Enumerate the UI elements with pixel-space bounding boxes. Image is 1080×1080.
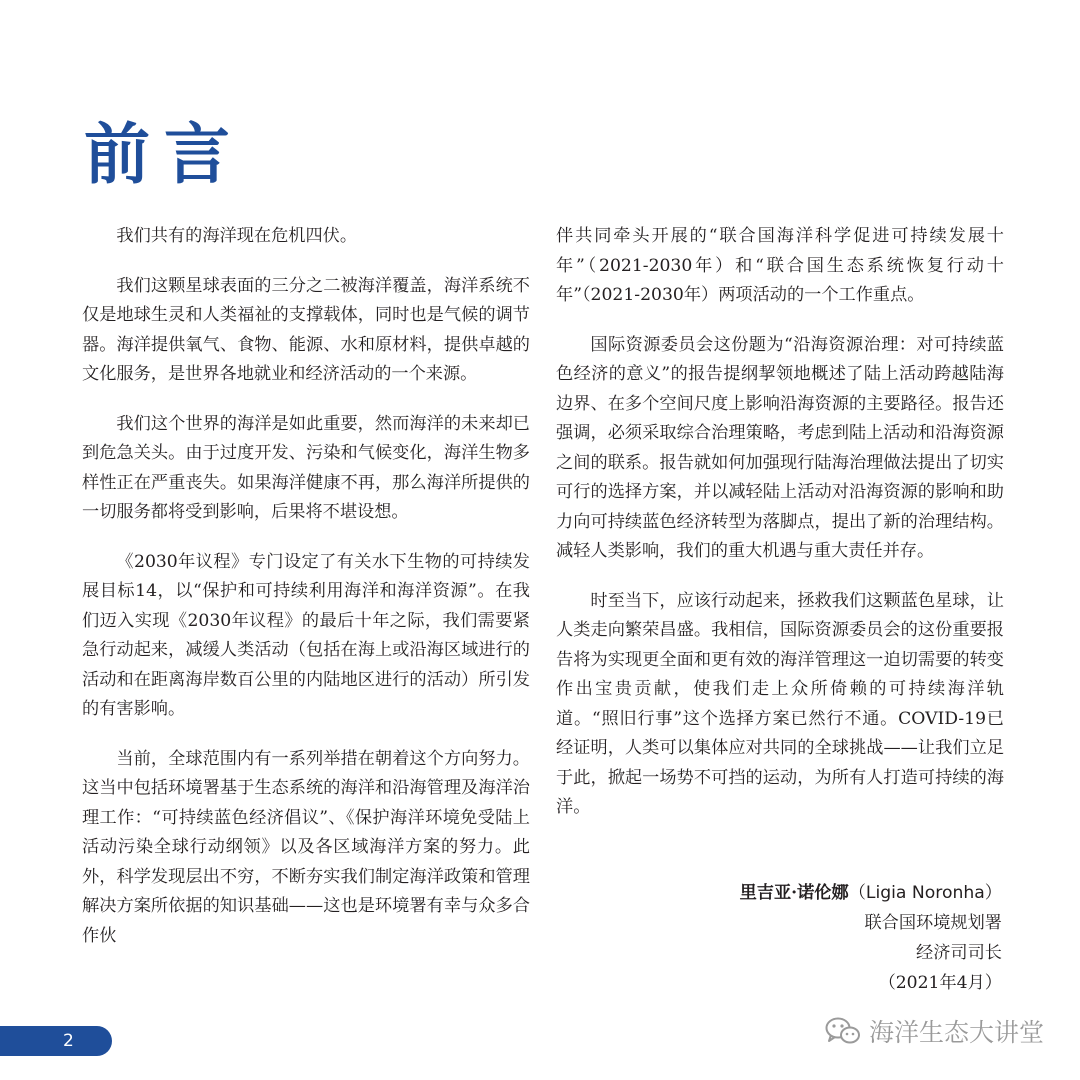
paragraph: 我们这个世界的海洋是如此重要，然而海洋的未来却已到危急关头。由于过度开发、污染和气候变化，海洋生物多样性正在严重丧失。如果海洋健康不再，那么海洋所提供的一切服务都将受到影响，后果将不堪设想。: [82, 413, 530, 522]
signature-block: [740, 878, 1002, 998]
watermark: [825, 1013, 1044, 1049]
right-column: [556, 222, 1004, 843]
paragraph: 伴共同牵头开展的“联合国海洋科学促进可持续发展十年”（2021-2030年）和“联合国生态系统恢复行动十年”（2021-2030年）两项活动的一个工作重点。: [556, 226, 1004, 305]
paragraph: 《2030年议程》专门设定了有关水下生物的可持续发展目标14，以“保护和可持续利用海洋和海洋资源”。在我们迈入实现《2030年议程》的最后十年之际，我们需要紧急行动起来，减缓人类活动（包括在海上或沿海区域进行的活动和在距离海岸数百公里的内陆地区进行的活动）所引发的有害影响。: [82, 551, 530, 719]
page-number-tab: [0, 1026, 112, 1056]
signature-name: 里吉亚·诺伦娜: [739, 883, 849, 903]
signature-name-line: [740, 878, 1002, 908]
left-column: [82, 222, 530, 971]
signature-name-latin: （Ligia Noronha）: [848, 883, 1002, 903]
signature-org: 联合国环境规划署: [864, 913, 1002, 933]
watermark-text: 海洋生态大讲堂: [868, 1018, 1044, 1047]
paragraph: 我们这颗星球表面的三分之二被海洋覆盖，海洋系统不仅是地球生灵和人类福祉的支撑载体，同时也是气候的调节器。海洋提供氧气、食物、能源、水和原材料，提供卓越的文化服务，是世界各地就业和经济活动的一个来源。: [82, 275, 530, 384]
page-title: 前言: [84, 116, 244, 193]
paragraph: 我们共有的海洋现在危机四伏。: [116, 226, 358, 246]
page-number: 2: [63, 1031, 74, 1051]
paragraph: 当前，全球范围内有一系列举措在朝着这个方向努力。这当中包括环境署基于生态系统的海洋和沿海管理及海洋治理工作：“可持续蓝色经济倡议”、《保护海洋环境免受陆上活动污染全球行动纲领》以及各区域海洋方案的努力。此外，科学发现层出不穷，不断夯实我们制定海洋政策和管理解决方案所依据的知识基础——这也是环境署有幸与众多合作伙: [82, 748, 530, 946]
wechat-icon: [825, 1016, 861, 1046]
paragraph: 国际资源委员会这份题为“沿海资源治理：对可持续蓝色经济的意义”的报告提纲挈领地概述了陆上活动跨越陆海边界、在多个空间尺度上影响沿海资源的主要路径。报告还强调，必须采取综合治理策略，考虑到陆上活动和沿海资源之间的联系。报告就如何加强现行陆海治理做法提出了切实可行的选择方案，并以减轻陆上活动对沿海资源的影响和助力向可持续蓝色经济转型为落脚点，提出了新的治理结构。减轻人类影响，我们的重大机遇与重大责任并存。: [556, 334, 1004, 561]
paragraph: 时至当下，应该行动起来，拯救我们这颗蓝色星球，让人类走向繁荣昌盛。我相信，国际资源委员会的这份重要报告将为实现更全面和更有效的海洋管理这一迫切需要的转变作出宝贵贡献，使我们走上众所倚赖的可持续海洋轨道。“照旧行事”这个选择方案已然行不通。COVID-19已经证明，人类可以集体应对共同的全球挑战——让我们立足于此，掀起一场势不可挡的运动，为所有人打造可持续的海洋。: [556, 590, 1004, 817]
signature-date: （2021年4月）: [878, 973, 1002, 993]
signature-role: 经济司司长: [916, 943, 1002, 963]
